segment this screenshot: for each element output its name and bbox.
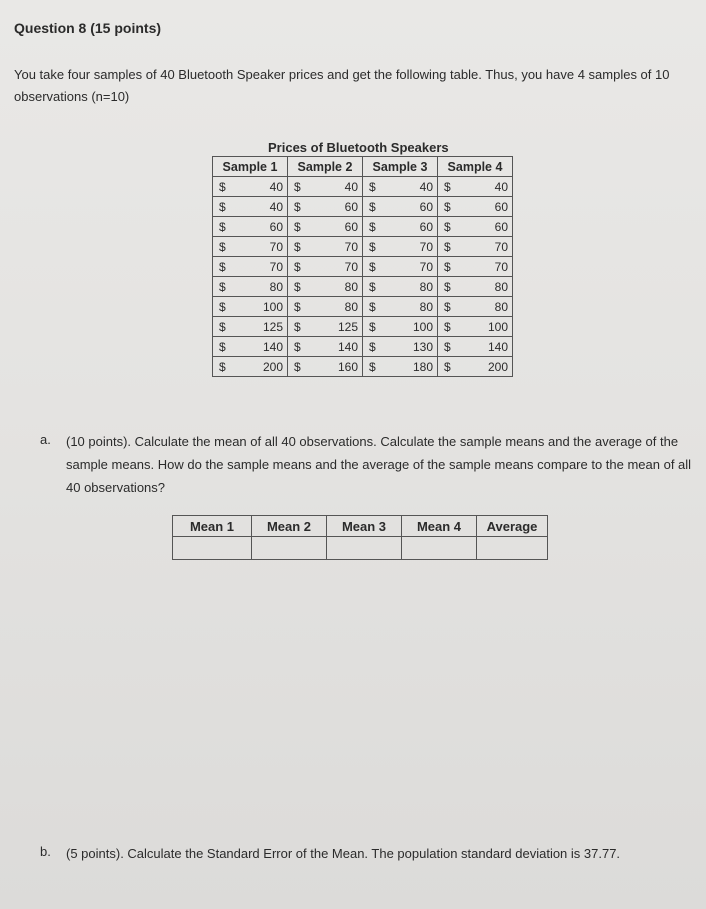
price-value: 60 [312, 217, 363, 237]
price-value: 140 [312, 337, 363, 357]
currency-symbol: $ [438, 297, 463, 317]
price-value: 40 [462, 177, 513, 197]
means-header-row [173, 516, 548, 537]
price-value: 125 [312, 317, 363, 337]
currency-symbol: $ [438, 237, 463, 257]
header-sample-4: Sample 4 [438, 157, 513, 177]
currency-symbol: $ [363, 177, 388, 197]
price-value: 70 [237, 237, 288, 257]
price-value: 200 [462, 357, 513, 377]
part-b-text: (5 points). Calculate the Standard Error of the Mean. The population standard deviation is 37.77. [66, 846, 621, 861]
price-value: 60 [387, 197, 438, 217]
price-table-row [213, 217, 513, 237]
part-b-label: b. [40, 844, 51, 859]
currency-symbol: $ [363, 197, 388, 217]
header-sample-1: Sample 1 [213, 157, 288, 177]
price-value: 60 [237, 217, 288, 237]
price-value: 70 [387, 237, 438, 257]
price-value: 60 [387, 217, 438, 237]
price-value: 100 [462, 317, 513, 337]
price-value: 100 [387, 317, 438, 337]
currency-symbol: $ [438, 257, 463, 277]
answer-cell-average[interactable] [477, 537, 548, 560]
price-table-row [213, 237, 513, 257]
price-value: 60 [462, 217, 513, 237]
price-value: 70 [312, 237, 363, 257]
currency-symbol: $ [438, 177, 463, 197]
price-value: 200 [237, 357, 288, 377]
currency-symbol: $ [438, 277, 463, 297]
currency-symbol: $ [363, 337, 388, 357]
price-table-row [213, 357, 513, 377]
price-value: 60 [462, 197, 513, 217]
currency-symbol: $ [288, 217, 313, 237]
price-table-row [213, 197, 513, 217]
price-value: 70 [387, 257, 438, 277]
price-value: 130 [387, 337, 438, 357]
currency-symbol: $ [438, 337, 463, 357]
price-value: 160 [312, 357, 363, 377]
price-value: 80 [387, 297, 438, 317]
header-mean-2: Mean 2 [252, 516, 327, 537]
question-title: Question 8 (15 points) [14, 20, 162, 36]
price-table-row [213, 177, 513, 197]
currency-symbol: $ [213, 277, 238, 297]
currency-symbol: $ [438, 197, 463, 217]
currency-symbol: $ [288, 177, 313, 197]
intro-text: You take four samples of 40 Bluetooth Speaker prices and get the following table. Thus, you have 4 samples of 10 observations (n=10) [14, 67, 670, 104]
means-table [172, 515, 548, 560]
price-value: 80 [312, 277, 363, 297]
part-a-label: a. [40, 432, 51, 447]
currency-symbol: $ [363, 297, 388, 317]
price-table-title: Prices of Bluetooth Speakers [268, 140, 449, 155]
currency-symbol: $ [288, 197, 313, 217]
price-table-row [213, 337, 513, 357]
price-table-row [213, 317, 513, 337]
currency-symbol: $ [288, 357, 313, 377]
currency-symbol: $ [288, 337, 313, 357]
currency-symbol: $ [288, 277, 313, 297]
answer-cell-mean-4[interactable] [402, 537, 477, 560]
currency-symbol: $ [363, 317, 388, 337]
price-table-row [213, 277, 513, 297]
currency-symbol: $ [213, 237, 238, 257]
price-value: 70 [312, 257, 363, 277]
currency-symbol: $ [438, 217, 463, 237]
header-mean-3: Mean 3 [327, 516, 402, 537]
currency-symbol: $ [363, 277, 388, 297]
price-value: 70 [462, 237, 513, 257]
currency-symbol: $ [213, 177, 238, 197]
currency-symbol: $ [288, 317, 313, 337]
currency-symbol: $ [363, 257, 388, 277]
price-value: 80 [237, 277, 288, 297]
header-average: Average [477, 516, 548, 537]
header-sample-3: Sample 3 [363, 157, 438, 177]
price-value: 40 [312, 177, 363, 197]
price-value: 40 [387, 177, 438, 197]
currency-symbol: $ [213, 297, 238, 317]
price-value: 70 [237, 257, 288, 277]
price-value: 140 [237, 337, 288, 357]
currency-symbol: $ [213, 257, 238, 277]
currency-symbol: $ [363, 237, 388, 257]
currency-symbol: $ [438, 317, 463, 337]
price-value: 80 [312, 297, 363, 317]
header-mean-4: Mean 4 [402, 516, 477, 537]
price-value: 40 [237, 197, 288, 217]
price-value: 70 [462, 257, 513, 277]
price-table-row [213, 257, 513, 277]
price-value: 180 [387, 357, 438, 377]
answer-cell-mean-1[interactable] [173, 537, 252, 560]
price-value: 40 [237, 177, 288, 197]
price-table-body [213, 177, 513, 377]
price-value: 100 [237, 297, 288, 317]
currency-symbol: $ [213, 197, 238, 217]
price-value: 60 [312, 197, 363, 217]
answer-cell-mean-3[interactable] [327, 537, 402, 560]
price-table-row [213, 297, 513, 317]
currency-symbol: $ [288, 257, 313, 277]
price-table-header-row [213, 157, 513, 177]
currency-symbol: $ [213, 217, 238, 237]
currency-symbol: $ [213, 317, 238, 337]
currency-symbol: $ [213, 357, 238, 377]
means-answer-row [173, 537, 548, 560]
price-value: 125 [237, 317, 288, 337]
part-a-text: (10 points). Calculate the mean of all 40 observations. Calculate the sample means and the average of the sample means. How do the sample means and the average of the sample means compare to the mean of all 40 observations? [66, 434, 692, 495]
currency-symbol: $ [438, 357, 463, 377]
price-table [212, 156, 513, 377]
price-value: 140 [462, 337, 513, 357]
price-value: 80 [462, 277, 513, 297]
price-value: 80 [387, 277, 438, 297]
currency-symbol: $ [363, 357, 388, 377]
price-value: 80 [462, 297, 513, 317]
currency-symbol: $ [288, 297, 313, 317]
currency-symbol: $ [213, 337, 238, 357]
currency-symbol: $ [363, 217, 388, 237]
answer-cell-mean-2[interactable] [252, 537, 327, 560]
currency-symbol: $ [288, 237, 313, 257]
header-mean-1: Mean 1 [173, 516, 252, 537]
header-sample-2: Sample 2 [288, 157, 363, 177]
